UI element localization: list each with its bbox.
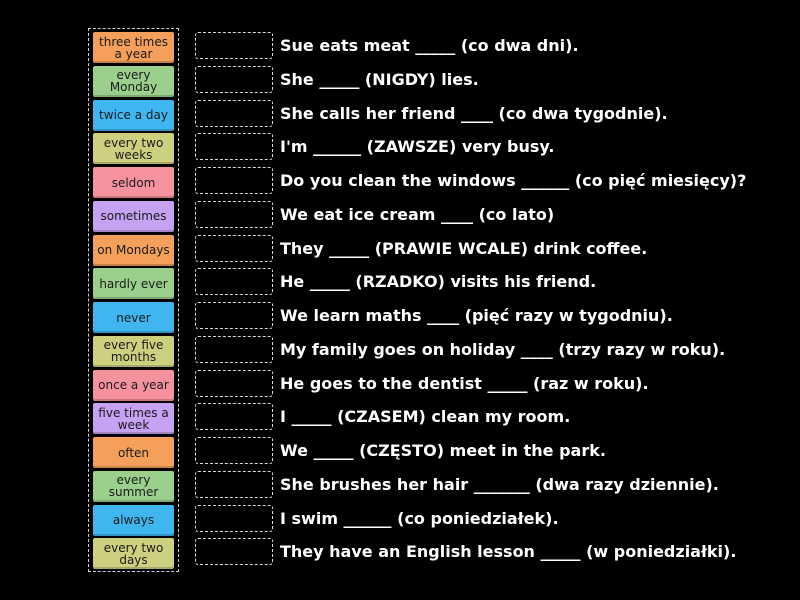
answer-tile[interactable]: twice a day bbox=[93, 100, 174, 131]
answer-tile[interactable]: five times a week bbox=[93, 403, 174, 434]
answer-drop-slot[interactable] bbox=[195, 32, 273, 59]
answer-drop-slot[interactable] bbox=[195, 302, 273, 329]
answer-drop-slot[interactable] bbox=[195, 370, 273, 397]
answer-drop-slot[interactable] bbox=[195, 235, 273, 262]
answer-drop-slot[interactable] bbox=[195, 268, 273, 295]
answer-tile[interactable]: every five months bbox=[93, 336, 174, 367]
answer-tile[interactable]: every summer bbox=[93, 471, 174, 502]
answer-tile[interactable]: once a year bbox=[93, 370, 174, 401]
answer-drop-slot[interactable] bbox=[195, 336, 273, 363]
sentence-text: Do you clean the windows ______ (co pięć miesięcy)? bbox=[280, 171, 747, 190]
answer-drop-slot[interactable] bbox=[195, 167, 273, 194]
answer-drop-slot[interactable] bbox=[195, 403, 273, 430]
sentence-text: She _____ (NIGDY) lies. bbox=[280, 69, 479, 89]
sentence-text: She brushes her hair _______ (dwa razy dziennie). bbox=[280, 474, 719, 494]
answer-drop-slot[interactable] bbox=[195, 437, 273, 464]
answer-tile[interactable]: every Monday bbox=[93, 66, 174, 97]
sentence-text: I swim ______ (co poniedziałek). bbox=[280, 508, 559, 528]
sentence-text: They have an English lesson _____ (w poniedziałki). bbox=[280, 542, 737, 562]
answer-tile[interactable]: sometimes bbox=[93, 201, 174, 232]
sentence-text: They _____ (PRAWIE WCALE) drink coffee. bbox=[280, 238, 648, 258]
sentence-text: We eat ice cream ____ (co lato) bbox=[280, 204, 555, 224]
answer-drop-slot[interactable] bbox=[195, 201, 273, 228]
answer-drop-slot[interactable] bbox=[195, 100, 273, 127]
answer-tile[interactable]: every two weeks bbox=[93, 133, 174, 164]
sentence-text: We learn maths ____ (pięć razy w tygodniu). bbox=[280, 306, 673, 325]
answer-tile-bank bbox=[88, 28, 179, 572]
answer-tile[interactable]: always bbox=[93, 505, 174, 536]
answer-tile[interactable]: on Mondays bbox=[93, 235, 174, 266]
answer-drop-slot[interactable] bbox=[195, 133, 273, 160]
answer-tile[interactable]: three times a year bbox=[93, 32, 174, 63]
answer-drop-slot[interactable] bbox=[195, 538, 273, 565]
sentence-text: I _____ (CZASEM) clean my room. bbox=[280, 407, 571, 427]
sentence-text: I'm ______ (ZAWSZE) very busy. bbox=[280, 137, 555, 157]
sentence-text: She calls her friend ____ (co dwa tygodnie). bbox=[280, 103, 668, 123]
answer-tile[interactable]: hardly ever bbox=[93, 268, 174, 299]
sentence-text: My family goes on holiday ____ (trzy razy w roku). bbox=[280, 339, 726, 359]
sentence-text: He _____ (RZADKO) visits his friend. bbox=[280, 272, 597, 292]
answer-tile[interactable]: every two days bbox=[93, 538, 174, 569]
answer-tile[interactable]: often bbox=[93, 437, 174, 468]
sentence-text: We _____ (CZĘSTO) meet in the park. bbox=[280, 441, 606, 460]
answer-tile[interactable]: never bbox=[93, 302, 174, 333]
answer-drop-slot[interactable] bbox=[195, 66, 273, 93]
answer-tile[interactable]: seldom bbox=[93, 167, 174, 198]
sentence-text: Sue eats meat _____ (co dwa dni). bbox=[280, 36, 579, 55]
answer-drop-slot[interactable] bbox=[195, 505, 273, 532]
sentence-text: He goes to the dentist _____ (raz w roku). bbox=[280, 373, 649, 393]
answer-drop-slot[interactable] bbox=[195, 471, 273, 498]
